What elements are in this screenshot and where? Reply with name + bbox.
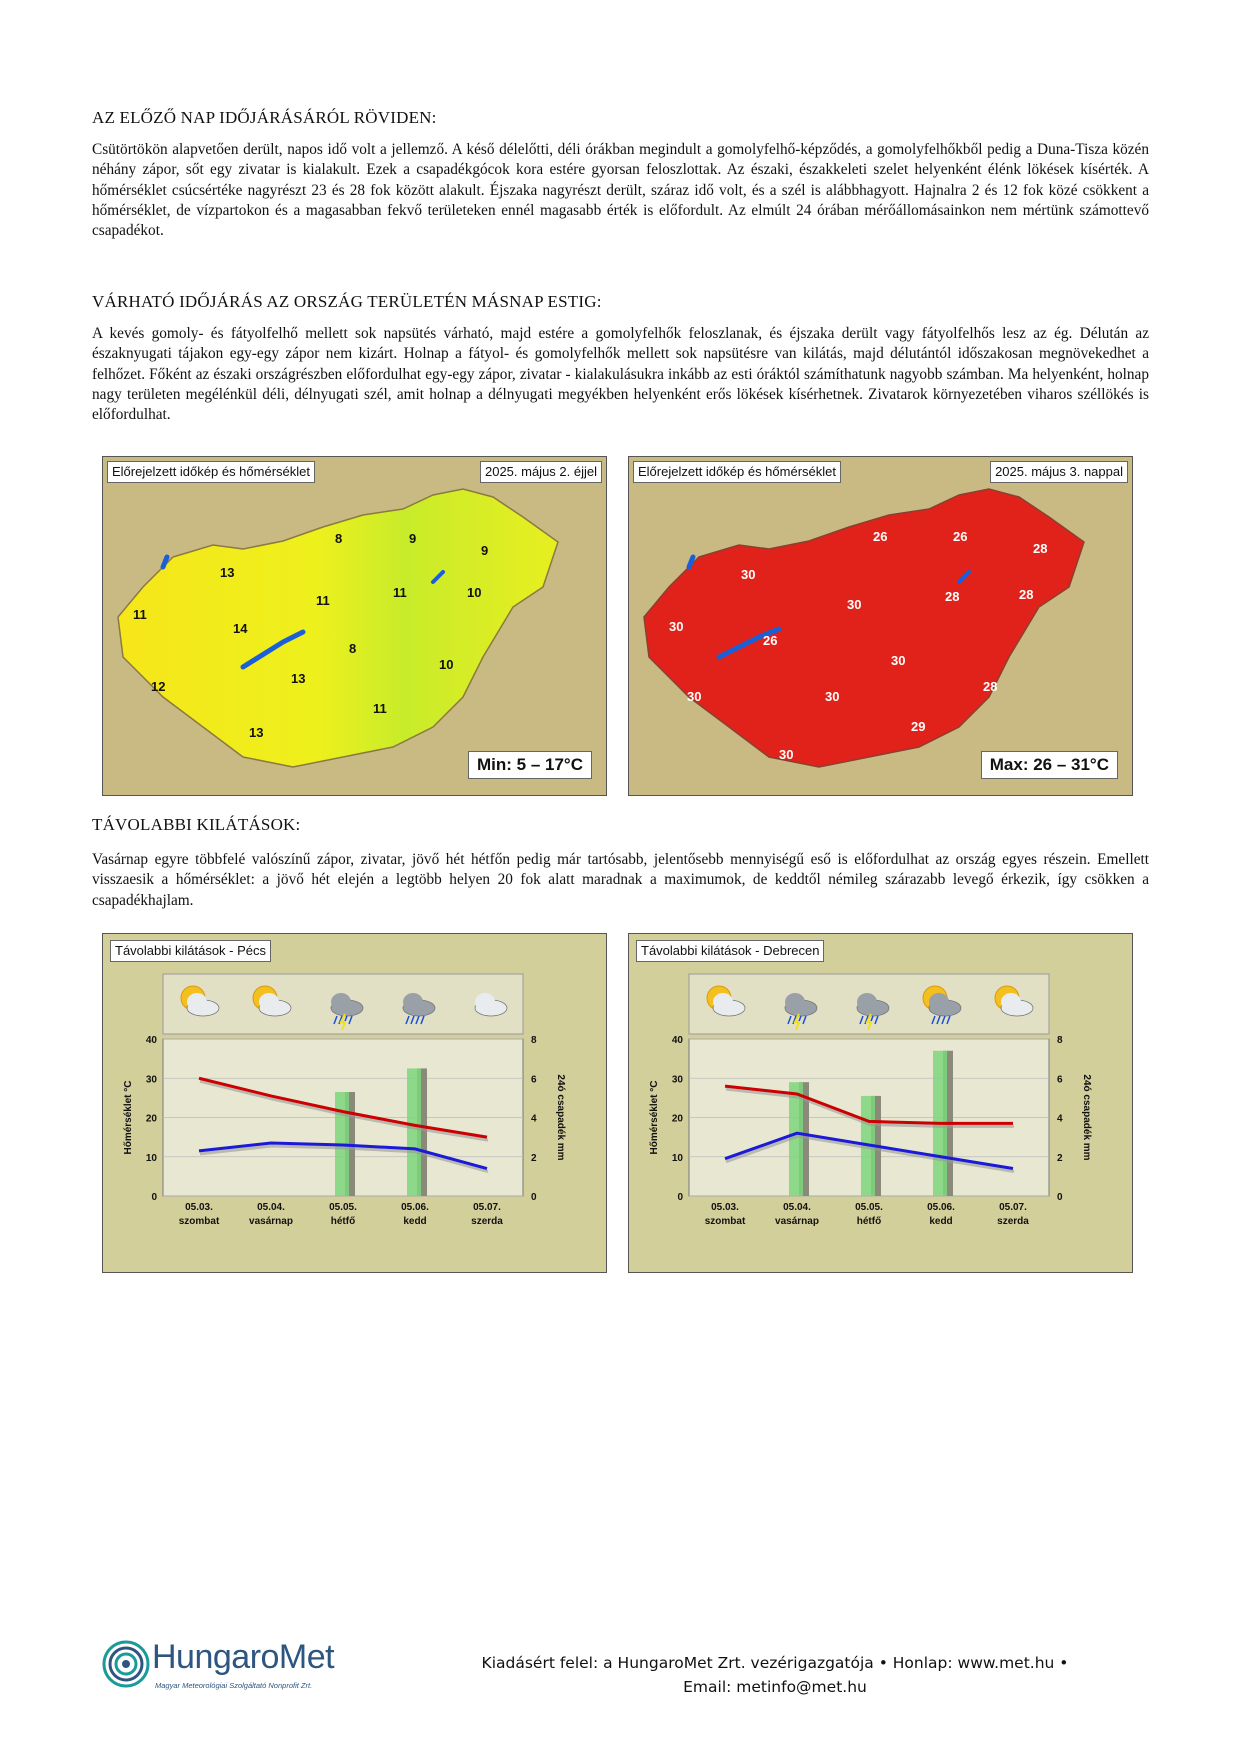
map-temp: 30: [687, 689, 702, 704]
map-title: Előrejelzett időkép és hőmérséklet: [107, 461, 315, 483]
y-tick-label: 20: [671, 1113, 683, 1125]
y2-tick-label: 6: [1057, 1074, 1063, 1086]
x-tick-day: vasárnap: [775, 1216, 819, 1227]
map-temp: 26: [763, 633, 778, 648]
y2-tick-label: 2: [1057, 1152, 1063, 1164]
forecast-map-night: [102, 456, 607, 796]
x-tick-day: szerda: [997, 1216, 1029, 1227]
map-temp: 28: [983, 679, 998, 694]
y2-tick-label: 8: [531, 1035, 537, 1046]
map-temp: 30: [779, 747, 794, 762]
map-temp: 12: [151, 679, 166, 694]
map-temp: 11: [133, 607, 147, 622]
y2-tick-label: 0: [531, 1192, 537, 1203]
map-temp: 8: [349, 641, 357, 656]
y-tick-label: 40: [145, 1035, 157, 1046]
x-tick-day: vasárnap: [249, 1216, 293, 1227]
y-tick-label: 40: [671, 1035, 683, 1046]
map-title: Előrejelzett időkép és hőmérséklet: [633, 461, 841, 483]
map-background: [103, 457, 606, 795]
map-temp: 28: [1019, 587, 1034, 602]
y-tick-label: 10: [671, 1152, 683, 1164]
chart-svg: [629, 934, 1132, 1272]
map-max-temp: Max: 26 – 31°C: [981, 751, 1118, 779]
y2-tick-label: 8: [1057, 1035, 1063, 1046]
logo-name: HungaroMet: [152, 1638, 335, 1676]
x-tick-day: szombat: [178, 1216, 220, 1227]
y2-axis-label: 24ó csapadék mm: [555, 1074, 566, 1161]
outlook-chart-pecs: [102, 933, 607, 1273]
logo-swirl-icon: [100, 1636, 152, 1692]
map-temp: 29: [911, 719, 926, 734]
x-tick-date: 05.07.: [473, 1202, 501, 1213]
map-temp: 13: [220, 565, 235, 580]
y2-tick-label: 0: [1057, 1192, 1063, 1203]
x-tick-day: szerda: [471, 1216, 503, 1227]
map-temp: 10: [439, 657, 454, 672]
map-temp: 28: [1033, 541, 1048, 556]
section-title-previous-day: AZ ELŐZŐ NAP IDŐJÁRÁSÁRÓL RÖVIDEN:: [92, 108, 437, 127]
map-date: 2025. május 3. nappal: [990, 461, 1128, 483]
y2-tick-label: 4: [531, 1113, 537, 1125]
map-date: 2025. május 2. éjjel: [480, 461, 602, 483]
map-temp: 14: [233, 621, 248, 636]
map-temp: 8: [335, 531, 343, 546]
x-tick-date: 05.04.: [783, 1202, 811, 1213]
map-temp: 11: [316, 593, 330, 608]
map-temp: 26: [873, 529, 888, 544]
y2-tick-label: 6: [531, 1074, 537, 1086]
y2-axis-label: 24ó csapadék mm: [1081, 1074, 1092, 1161]
section-text-previous-day: Csütörtökön alapvetően derült, napos idő volt a jellemző. A késő délelőtti, déli órákban megindult a gomolyfelhő-képződés, a gomolyfelhőkből pedig a Duna-Tisza közén néhány zápor, sőt egy zivatar is kialakult. Ezek a csapadékgócok kora estére gyorsan feloszlottak. Az északi, északkeleti szelet helyenként élénk lökések kísérték. A hőmérséklet csúcsértéke nagyrészt 23 és 28 fok között alakult. Éjszaka nagyrészt derült, száraz idő volt, és a szél is alábbhagyott. Hajnalra 2 és 12 fok közé csökkent a hőmérséklet, de vízpartokon és a magasabban fekvő területeken ennél magasabb érték is előfordult. Az elmúlt 24 órában mérőállomásainkon nem mértünk számottevő csapadékot.: [92, 141, 1149, 240]
map-temp: 26: [953, 529, 968, 544]
map-temp: 13: [249, 725, 264, 740]
y-tick-label: 10: [145, 1152, 157, 1164]
x-tick-date: 05.03.: [711, 1202, 739, 1213]
x-tick-date: 05.05.: [329, 1202, 357, 1213]
logo-subtitle: Magyar Meteorológiai Szolgáltató Nonprofit Zrt.: [155, 1681, 313, 1690]
footer-line-2: Email: metinfo@met.hu: [683, 1678, 867, 1696]
x-tick-day: hétfő: [330, 1216, 356, 1227]
map-temp: 30: [825, 689, 840, 704]
hungaromet-logo: [100, 1636, 360, 1706]
x-tick-date: 05.06.: [927, 1202, 955, 1213]
x-tick-day: kedd: [929, 1216, 953, 1227]
map-temp: 13: [291, 671, 306, 686]
section-text-outlook: Vasárnap egyre többfelé valószínű zápor, zivatar, jövő hét hétfőn pedig már tartósabb, jelentősebb mennyiségű eső is előfordulhat az ország egyes részein. Emellett visszaesik a hőmérséklet: a jövő hét elején a legtöbb helyen 20 fok alatt maradnak a maximumok, de keddtől némileg szárazabb levegő érkezik, így csökken a csapadékhajlam.: [92, 851, 1149, 909]
map-temp: 11: [393, 585, 407, 600]
x-tick-date: 05.04.: [257, 1202, 285, 1213]
x-tick-day: kedd: [403, 1216, 427, 1227]
footer-line-1: Kiadásért felel: a HungaroMet Zrt. vezérigazgatója • Honlap: www.met.hu •: [481, 1654, 1069, 1672]
section-title-forecast: VÁRHATÓ IDŐJÁRÁS AZ ORSZÁG TERÜLETÉN MÁSNAP ESTIG:: [92, 292, 602, 311]
map-temp: 9: [409, 531, 417, 546]
x-tick-date: 05.07.: [999, 1202, 1027, 1213]
y-tick-label: 0: [677, 1192, 683, 1203]
map-temp: 30: [669, 619, 684, 634]
y2-tick-label: 2: [531, 1152, 537, 1164]
x-tick-date: 05.05.: [855, 1202, 883, 1213]
chart-title: Távolabbi kilátások - Pécs: [110, 940, 271, 962]
forecast-map-day: [628, 456, 1133, 796]
footer: [445, 1651, 1105, 1699]
y-tick-label: 30: [145, 1074, 157, 1086]
section-title-outlook: TÁVOLABBI KILÁTÁSOK:: [92, 815, 301, 834]
x-tick-day: hétfő: [856, 1216, 882, 1227]
y2-tick-label: 4: [1057, 1113, 1063, 1125]
y-tick-label: 20: [145, 1113, 157, 1125]
map-temp: 9: [481, 543, 489, 558]
map-temp: 30: [741, 567, 756, 582]
y-axis-label: Hőmérséklet °C: [649, 1080, 660, 1155]
outlook-chart-debrecen: [628, 933, 1133, 1273]
map-temp: 30: [891, 653, 906, 668]
chart-title: Távolabbi kilátások - Debrecen: [636, 940, 824, 962]
map-temp: 10: [467, 585, 482, 600]
x-tick-date: 05.06.: [401, 1202, 429, 1213]
section-text-forecast: A kevés gomoly- és fátyolfelhő mellett sok napsütés várható, majd estére a gomolyfelhők feloszlanak, és éjszaka derült vagy fátyolfelhős lesz az ég. Délután az északnyugati tájakon egy-egy zápor nem kizárt. Holnap a fátyol- és gomolyfelhők mellett sok napsütésre van kilátás, majd délutántól időszakosan megnövekedhet a felhőzet. Főként az északi országrészben előfordulhat egy-egy zápor, zivatar - kialakulásukra inkább az esti óráktól számíthatunk nagyobb számban. Ma helyenként, holnap nagy területen megélénkül déli, délnyugati szél, amit holnap a délnyugati megyékben helyenként erős lökések kísérhetnek. Zivatarok környezetében viharos széllökés is előfordulhat.: [92, 325, 1149, 424]
y-tick-label: 30: [671, 1074, 683, 1086]
precip-bar: [407, 1068, 421, 1196]
map-background: [629, 457, 1132, 795]
x-tick-date: 05.03.: [185, 1202, 213, 1213]
x-tick-day: szombat: [704, 1216, 746, 1227]
map-temp: 30: [847, 597, 862, 612]
y-axis-label: Hőmérséklet °C: [123, 1080, 134, 1155]
y-tick-label: 0: [151, 1192, 157, 1203]
map-min-temp: Min: 5 – 17°C: [468, 751, 592, 779]
map-temp: 28: [945, 589, 960, 604]
chart-svg: [103, 934, 606, 1272]
map-temp: 11: [373, 701, 387, 716]
